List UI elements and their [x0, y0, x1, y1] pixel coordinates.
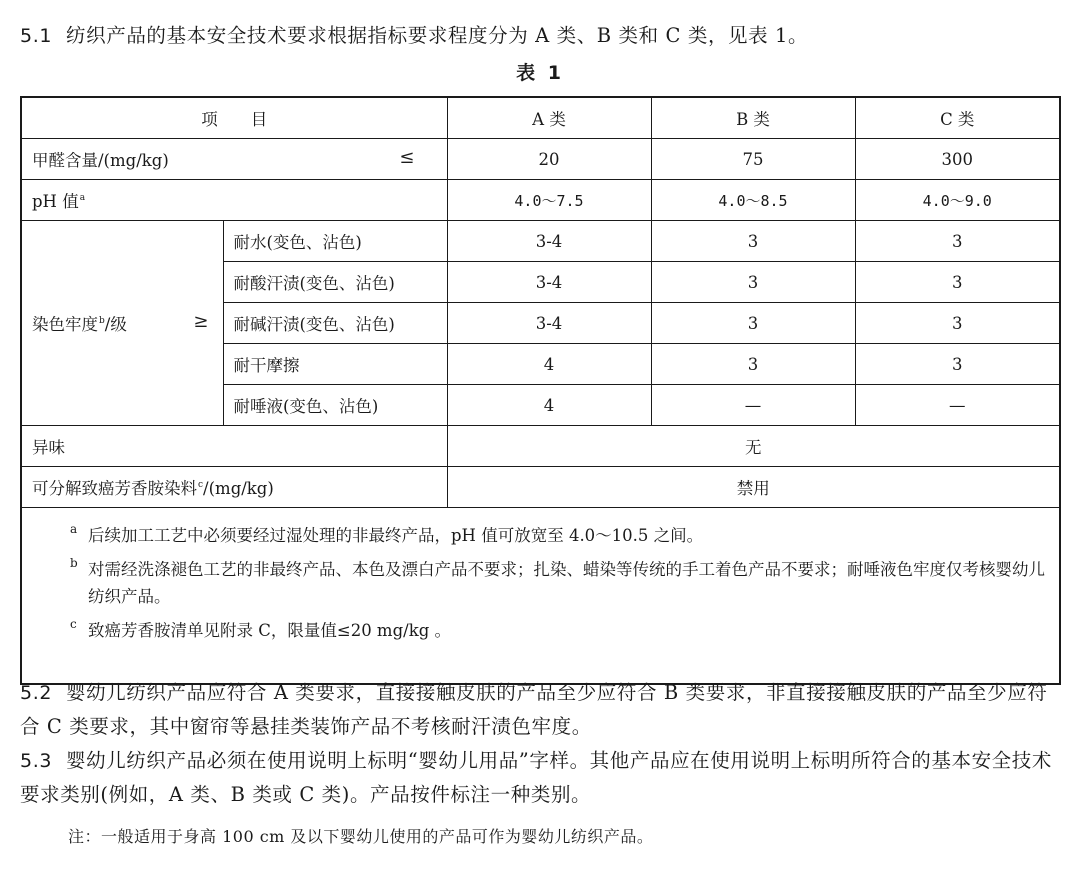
table-notes: [21, 508, 1060, 685]
formaldehyde-c: 300: [855, 139, 1060, 180]
fastness-item: 耐水(变色、沾色): [223, 221, 447, 262]
bottom-note: 注：一般适用于身高 100 cm 及以下婴幼儿使用的产品可作为婴幼儿纺织产品。: [68, 827, 654, 846]
table-row: [21, 221, 1060, 262]
table-row: [21, 180, 1060, 221]
note-mark: c: [198, 480, 204, 490]
fastness-item: 耐酸汗渍(变色、沾色): [223, 262, 447, 303]
azo-unit: /(mg/kg): [203, 479, 274, 498]
fastness-label: 染色牢度: [32, 315, 98, 334]
fastness-item: 耐干摩擦: [223, 344, 447, 385]
fastness-b: —: [651, 385, 855, 426]
fastness-item: 耐唾液(变色、沾色): [223, 385, 447, 426]
note-text: 致癌芳香胺清单见附录 C，限量值≤20 mg/kg 。: [88, 621, 452, 640]
fastness-b: 3: [651, 221, 855, 262]
fastness-c: 3: [855, 344, 1060, 385]
fastness-c: 3: [855, 303, 1060, 344]
ph-a: 4.0～7.5: [447, 180, 651, 221]
formaldehyde-a: 20: [447, 139, 651, 180]
fastness-a: 3-4: [447, 262, 651, 303]
fastness-c: 3: [855, 262, 1060, 303]
table-row: [21, 467, 1060, 508]
note-mark: c: [70, 617, 77, 631]
ph-c: 4.0～9.0: [855, 180, 1060, 221]
header-class-a: A 类: [447, 97, 651, 139]
fastness-b: 3: [651, 303, 855, 344]
note-mark: a: [70, 522, 78, 536]
fastness-a: 3-4: [447, 303, 651, 344]
formaldehyde-label: 甲醛含量/(mg/kg): [32, 151, 169, 170]
ph-label: pH 值: [32, 192, 79, 211]
odor-value: 无: [447, 426, 1060, 467]
ph-label-cell: [21, 180, 447, 221]
section-number: 5.1: [20, 25, 53, 47]
section-text: 纺织产品的基本安全技术要求根据指标要求程度分为 A 类、B 类和 C 类，见表 1。: [66, 24, 809, 47]
fastness-a: 3-4: [447, 221, 651, 262]
header-item: 项 目: [21, 97, 447, 139]
note-text: 后续加工工艺中必须要经过湿处理的非最终产品，pH 值可放宽至 4.0～10.5 之间。: [88, 526, 704, 545]
table-notes-row: [21, 508, 1060, 685]
section-number: 5.3: [20, 750, 53, 772]
azo-label: 可分解致癌芳香胺染料: [32, 479, 197, 498]
fastness-c: 3: [855, 221, 1060, 262]
formaldehyde-symbol: ≤: [399, 147, 415, 168]
formaldehyde-b: 75: [651, 139, 855, 180]
fastness-unit: /级: [104, 315, 127, 334]
table-note: [72, 556, 1059, 610]
note-text: 对需经洗涤褪色工艺的非最终产品、本色及漂白产品不要求；扎染、蜡染等传统的手工着色产品不要求；耐唾液色牢度仅考核婴幼儿纺织产品。: [88, 560, 1045, 606]
table-note: [72, 617, 1059, 644]
section-5-3: [20, 744, 1065, 812]
azo-label-cell: [21, 467, 447, 508]
note-mark: b: [70, 556, 78, 570]
section-number: 5.2: [20, 682, 53, 704]
formaldehyde-label-cell: [21, 139, 447, 180]
azo-value: 禁用: [447, 467, 1060, 508]
header-class-b: B 类: [651, 97, 855, 139]
note-mark: a: [79, 193, 86, 203]
section-text: 婴幼儿纺织产品应符合 A 类要求，直接接触皮肤的产品至少应符合 B 类要求，非直接接触皮肤的产品至少应符合 C 类要求，其中窗帘等悬挂类装饰产品不考核耐汗渍色牢度。: [20, 681, 1048, 738]
requirements-table: [20, 96, 1061, 685]
odor-label: 异味: [21, 426, 447, 467]
fastness-a: 4: [447, 344, 651, 385]
fastness-c: —: [855, 385, 1060, 426]
section-text: 婴幼儿纺织产品必须在使用说明上标明“婴幼儿用品”字样。其他产品应在使用说明上标明所符合的基本安全技术要求类别(例如，A 类、B 类或 C 类)。产品按件标注一种类别。: [20, 749, 1052, 806]
fastness-symbol: ≥: [193, 311, 209, 332]
table-header-row: [21, 97, 1060, 139]
section-5-1: [20, 20, 1065, 52]
fastness-a: 4: [447, 385, 651, 426]
table-caption: 表 1: [516, 62, 564, 84]
table-row: [21, 426, 1060, 467]
fastness-item: 耐碱汗渍(变色、沾色): [223, 303, 447, 344]
table-row: [21, 139, 1060, 180]
note-mark: b: [99, 316, 105, 326]
fastness-label-cell: [21, 221, 223, 426]
fastness-b: 3: [651, 262, 855, 303]
fastness-b: 3: [651, 344, 855, 385]
section-5-2: [20, 676, 1065, 744]
table-note: [72, 522, 1059, 549]
header-class-c: C 类: [855, 97, 1060, 139]
ph-b: 4.0～8.5: [651, 180, 855, 221]
